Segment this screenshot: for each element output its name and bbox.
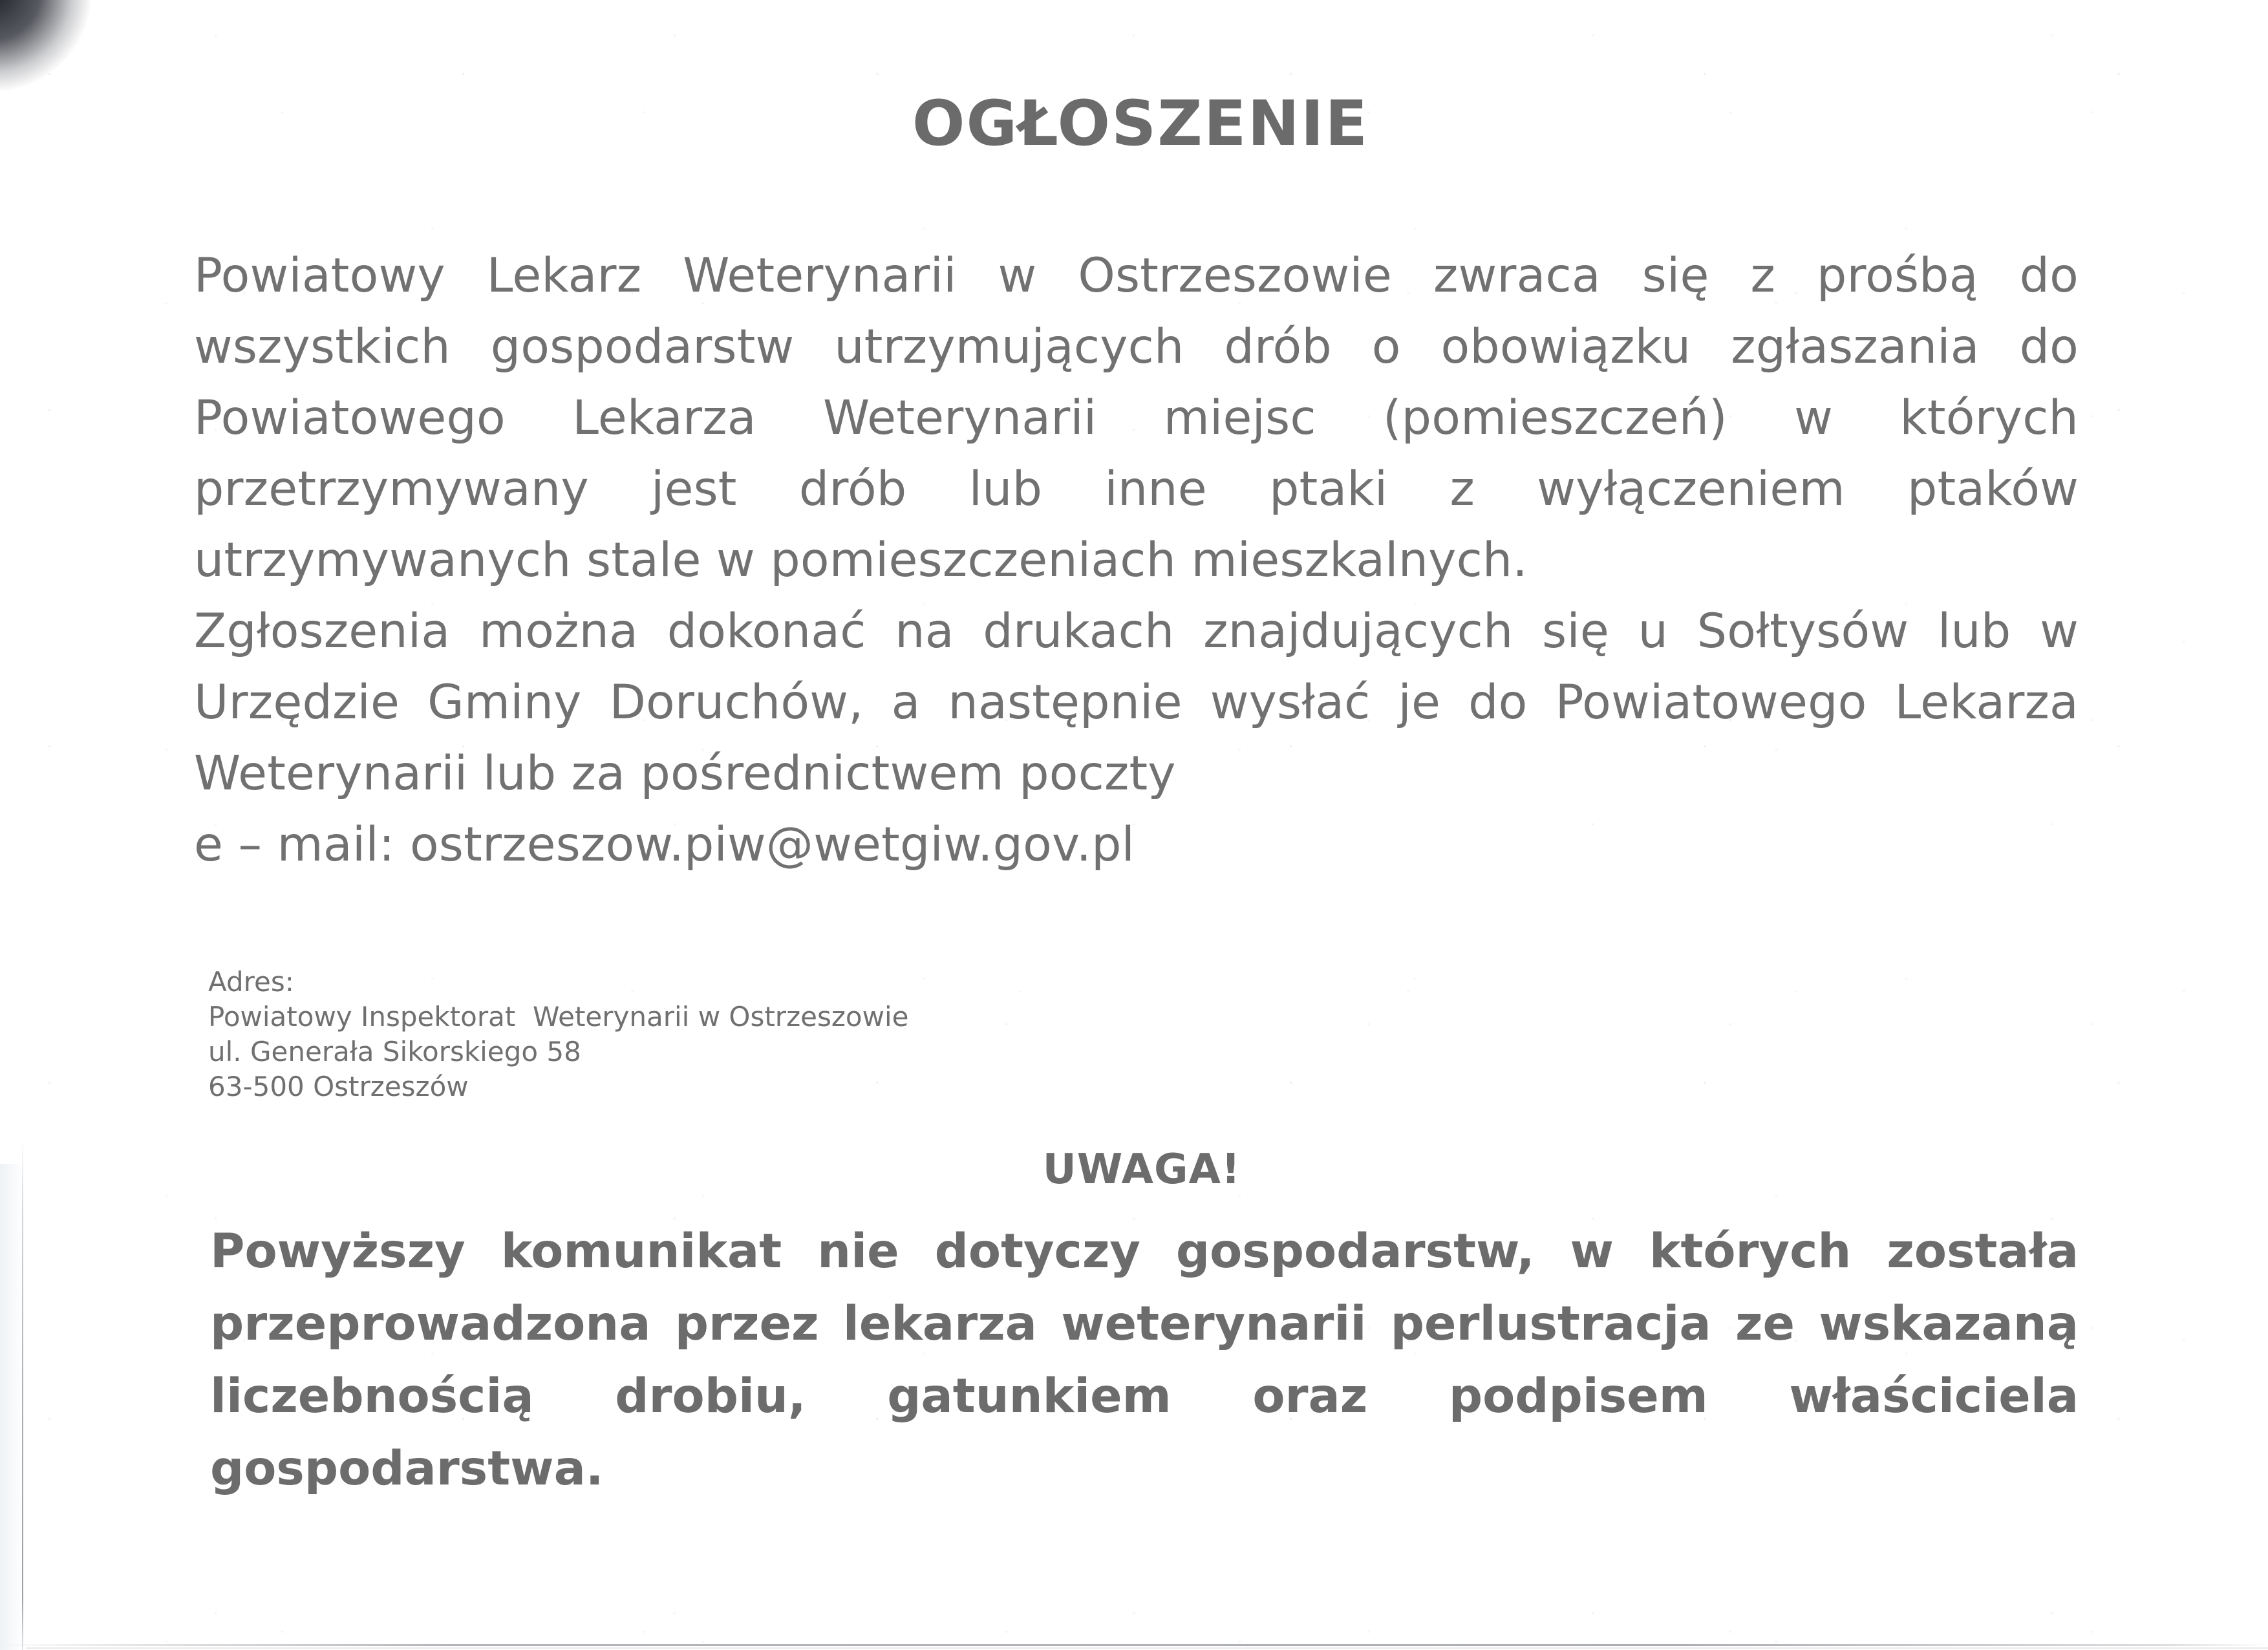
paper-edge-left [22,0,23,1650]
paper-edge-bottom [0,1644,2268,1646]
address-street: ul. Generała Sikorskiego 58 [208,1036,581,1067]
page-title: OGŁOSZENIE [912,87,1369,160]
address-label: Adres: [208,966,294,998]
notice-heading: UWAGA! [1042,1146,1241,1194]
scan-gutter-tint [0,1164,23,1650]
body-paragraph-2: Zgłoszenia można dokonać na drukach znajdujących się u Sołtysów lub w Urzędzie Gminy Doruchów, a następnie wysłać je do Powiatowego Lekarza Weterynarii lub za pośrednictwem poczty [194,604,2079,801]
body-paragraph-1: Powiatowy Lekarz Weterynarii w Ostrzeszowie zwraca się z prośbą do wszystkich gospodarstw utrzymujących drób o obowiązku zgłaszania do Powiatowego Lekarza Weterynarii miejsc (pomieszczeń) w których przetrzymywany jest drób lub inne ptaki z wyłączeniem ptaków utrzymywanych stale w pomieszczeniach mieszkalnych. [194,248,2079,588]
announcement-body [194,241,2079,881]
notice-paragraph: Powyższy komunikat nie dotyczy gospodarstw, w których została przeprowadzona przez lekarza weterynarii perlustracja ze wskazaną liczebnością drobiu, gatunkiem oraz podpisem właściciela gospodarstwa. [210,1224,2079,1496]
address-city: 63-500 Ostrzeszów [208,1071,469,1102]
notice-body [210,1216,2079,1505]
email-line: e – mail: ostrzeszow.piw@wetgiw.gov.pl [194,817,1135,872]
address-block [208,965,908,1104]
address-institution: Powiatowy Inspektorat Weterynarii w Ostrzeszowie [208,1001,909,1033]
paper-edge-bottom-secondary [26,1647,2268,1649]
